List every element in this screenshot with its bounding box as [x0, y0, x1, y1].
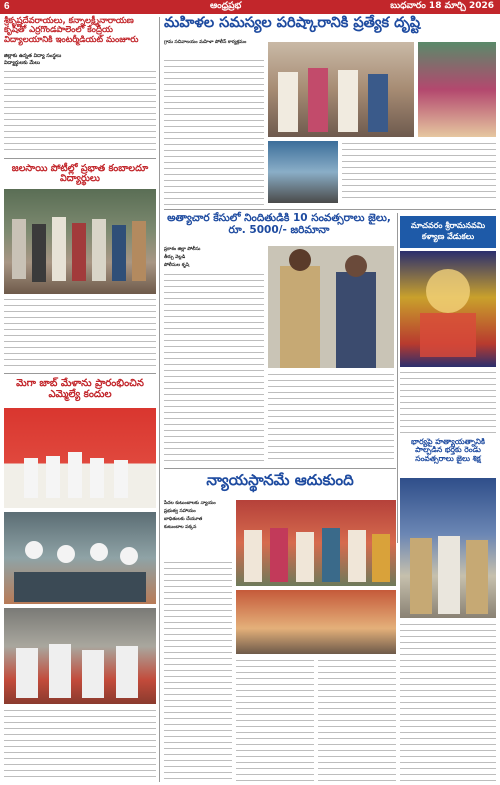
body-text-husband-jail [400, 622, 496, 782]
body-text-machavaram [400, 370, 496, 434]
bullet-item: విద్యార్థులకు మేలు [4, 60, 40, 66]
meeting-figures [268, 42, 414, 137]
bullet-item: కుటుంబాల పక్కన [164, 525, 197, 530]
divider [4, 158, 156, 159]
women-hall-photo [268, 141, 338, 203]
bullets-women [164, 40, 264, 46]
divider [4, 373, 156, 374]
issue-date: బుధవారం 18 మార్చి 2026 [390, 1, 494, 11]
headline-machavaram: మాచవరం శ్రీరామనవమి కళ్యాణ వేడుకలు [400, 216, 496, 248]
page-number: 6 [4, 1, 10, 12]
bullet-item: జిల్లాకు ఉన్నత విద్యా సంస్థలు [4, 53, 62, 59]
body-text-kv-school [4, 69, 156, 153]
bullet-item: పేదల కుటుంబాలకు న్యాయం [164, 501, 216, 506]
police-accused-photo [268, 246, 394, 368]
police-figures [268, 246, 394, 368]
deity-decoration [400, 251, 496, 367]
job-mela-stage-photo [4, 408, 156, 508]
body-text-court-2 [236, 658, 314, 782]
headline-court-support: న్యాయస్థానమే ఆదుకుంది [206, 471, 354, 489]
husband-police-photo [400, 478, 496, 618]
body-text-jalasayi [4, 297, 156, 369]
court-families-photo-2 [236, 590, 396, 654]
audience-figures [4, 608, 156, 704]
paper-name: ఆంధ్రప్రభ [210, 1, 242, 11]
body-text-job-mela [4, 708, 156, 780]
women-meeting-photo [268, 42, 414, 137]
column-divider [397, 213, 398, 543]
bullets-rape-case [164, 246, 264, 270]
headline-women-issues: మహిళల సమస్యల పరిష్కారానికి ప్రత్యేక దృష్టి [164, 15, 421, 31]
bullet-item: పోలీసుల కృషి [164, 263, 190, 268]
bullet-item: తీర్పు వెల్లడి [164, 255, 186, 260]
bullets-kv-school [4, 53, 156, 67]
headline-husband-jail: భార్యపై హత్యాయత్నానికి పాల్పడిన భర్తకు రెండు సంవత్సరాలు జైలు శిక్ష [411, 437, 485, 463]
body-text-women-3 [418, 141, 496, 203]
women-group-photo [418, 42, 496, 137]
bullets-court [164, 500, 232, 532]
bullet-item: ప్రభుత్వ సహాయం [164, 509, 196, 514]
job-mela-audience-photo [4, 608, 156, 704]
bullet-item: గ్రామ సచివాలయం మహిళా పోలీస్ కార్యక్రమం [164, 40, 247, 45]
column-divider [159, 17, 160, 782]
headline-job-mela: మెగా జాబ్ మేళాను ప్రారంభించిన ఎమ్మెల్యే కందుల [16, 378, 144, 400]
divider [164, 468, 396, 469]
stage-figures [4, 408, 156, 508]
body-text-rape-case-1 [164, 272, 264, 464]
headline-jalasayi: జలసాయి పోటీల్లో ప్రభాత కంబాలదూ విద్యార్థులు [11, 163, 149, 185]
body-text-rape-case-2 [268, 372, 394, 464]
husband-police-figures [400, 478, 496, 618]
students-figures [4, 189, 156, 294]
job-mela-crowd-photo [4, 512, 156, 604]
body-text-women-1 [164, 58, 264, 206]
headline-rape-case: అత్యాచార కేసులో నిందితుడికి 10 సంవత్సరాలు జైలు, రూ. 5000/- జరిమానా [167, 212, 391, 236]
court-families-photo-1 [236, 500, 396, 586]
headline-kv-school: శ్రీకృష్ణదేవరాయలు, కన్నాలక్ష్మీనారాయణ కృషితో ఎర్రగొండపాలెంలో కేంద్రీయ విద్యాలయానికి ఇంటర్మీడియట్ మంజూరు [4, 16, 139, 45]
students-award-photo [4, 189, 156, 294]
body-text-court-3 [318, 658, 396, 782]
bullet-item: బాధితులకు చేయూత [164, 517, 203, 522]
bullet-item: ప్రకాశం జిల్లా పోలీసు [164, 247, 201, 252]
families-figures [236, 500, 396, 586]
divider [164, 209, 496, 210]
temple-deity-photo [400, 251, 496, 367]
crowd-figures [4, 512, 156, 604]
body-text-court-1 [164, 560, 232, 782]
